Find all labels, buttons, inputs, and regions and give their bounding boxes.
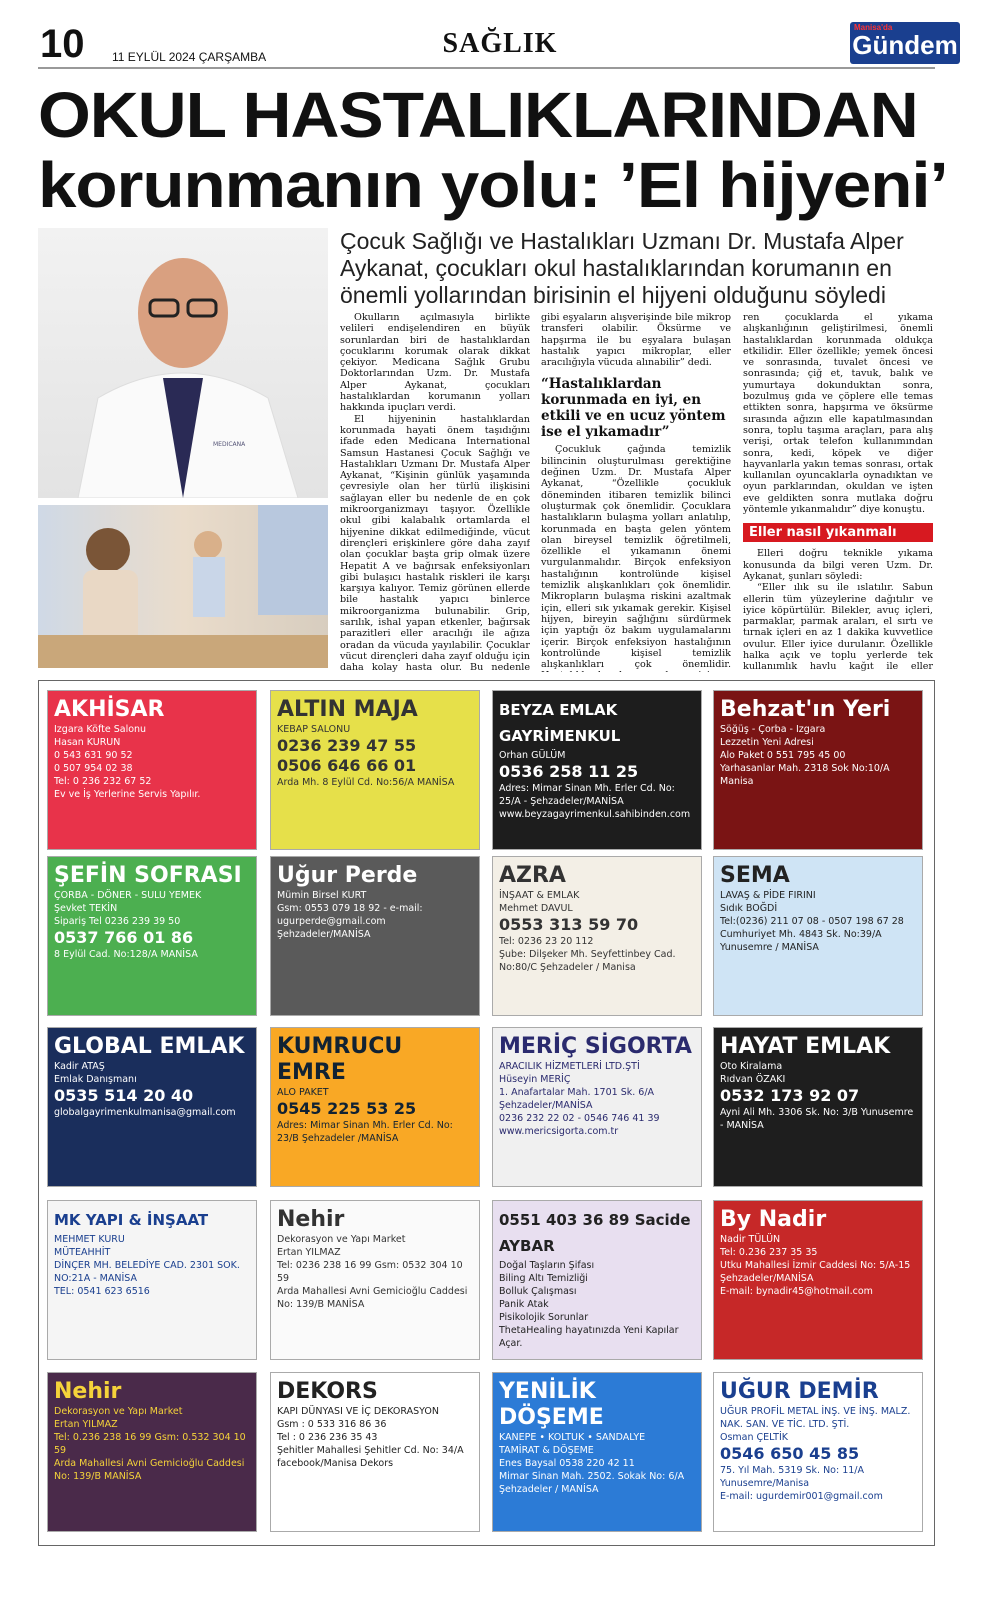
ad-line: Adres: Mimar Sinan Mh. Erler Cd. No: 23/B Şehzadeler /MANİSA xyxy=(277,1120,453,1144)
ad-line: 75. Yıl Mah. 5319 Sk. No: 11/A Yunusemre/Manisa xyxy=(720,1465,865,1489)
paragraph: Okulların açılmasıyla birlikte velileri endişelendiren en büyük sorunlardan biri de hastalıklardan çocuklarını korumak olarak dikkat çekiyor. Medicana Sağlık Grubu Doktorlarından Uzm. Dr. Mustafa Alper Aykanat, çocukları hastalıklardan korumanın yolları hakkında ipuçları verdi. xyxy=(340,312,530,414)
ad-title: MERİÇ SİGORTA xyxy=(499,1034,692,1059)
logo-text: Gündem xyxy=(852,30,958,60)
ad-title: GLOBAL EMLAK xyxy=(54,1034,245,1059)
headline-line-2: korunmanın yolu: ’El hijyeni’ xyxy=(38,149,948,221)
ad-line: Panik Atak xyxy=(499,1299,549,1310)
ad-line: E-mail: bynadir45@hotmail.com xyxy=(720,1286,873,1297)
advertisement xyxy=(270,1372,480,1532)
ad-line: Biling Altı Temizliği xyxy=(499,1273,588,1284)
ad-line: Doğal Taşların Şifası xyxy=(499,1260,595,1271)
ad-line: Dekorasyon ve Yapı Market xyxy=(54,1406,183,1417)
ad-line: Şube: Dilşeker Mh. Seyfettinbey Cad. No:80/C Şehzadeler / Manisa xyxy=(499,949,676,973)
article-column-2 xyxy=(541,312,731,672)
ad-title: 0551 403 36 89 Sacide AYBAR xyxy=(499,1211,691,1255)
ad-line: MEHMET KURU xyxy=(54,1234,125,1245)
advertisement xyxy=(47,1027,257,1187)
ad-line: Adres: Mimar Sinan Mh. Erler Cd. No: 25/A - Şehzadeler/MANİSA xyxy=(499,783,675,807)
ad-line: Oto Kiralama xyxy=(720,1061,783,1072)
newspaper-logo xyxy=(850,22,960,64)
ad-line: 8 Eylül Cad. No:128/A MANİSA xyxy=(54,949,198,960)
ad-title: ŞEFİN SOFRASI xyxy=(54,863,242,888)
ad-line: Kadir ATAŞ xyxy=(54,1061,105,1072)
ad-line: UĞUR PROFİL METAL İNŞ. VE İNŞ. MALZ. NAK. SAN. VE TİC. LTD. ŞTİ. xyxy=(720,1406,911,1430)
doctor-portrait-photo xyxy=(38,228,328,498)
ad-line: Mümin Birsel KURT xyxy=(277,890,367,901)
advertisement xyxy=(47,856,257,1016)
ad-title: ALTIN MAJA xyxy=(277,697,418,722)
advertisement xyxy=(713,1027,923,1187)
advertisement xyxy=(713,1200,923,1360)
ad-line: 0535 514 20 40 xyxy=(54,1086,194,1105)
ad-line: ThetaHealing hayatınızda Yeni Kapılar Açar. xyxy=(499,1325,679,1349)
ad-title: Uğur Perde xyxy=(277,863,418,888)
ad-line: Lezzetin Yeni Adresi xyxy=(720,737,814,748)
ad-line: KANEPE • KOLTUK • SANDALYE xyxy=(499,1432,646,1443)
ad-line: Tel : 0 236 236 35 43 xyxy=(277,1432,378,1443)
header-divider xyxy=(38,67,935,69)
advertisement xyxy=(270,1200,480,1360)
ad-line: facebook/Manisa Dekors xyxy=(277,1458,394,1469)
logo-small-text: Manisa'da xyxy=(854,23,893,32)
ad-title: MK YAPI & İNŞAAT xyxy=(54,1211,209,1229)
issue-date: 11 EYLÜL 2024 ÇARŞAMBA xyxy=(112,50,267,64)
paragraph: Çocukluk çağında temizlik bilincinin oluşturulması gerektiğine değinen Uzm. Dr. Mustafa Alper Aykanat, “Özellikle çocukluk döneminden itibaren temizlik bilinci oluşturmak çok önemlidir. Çocuklara hastalıkların bulaşma yolları anlatılıp, korunmada en başta gelen yöntem olan bireysel temizlik öğretilmeli, özellikle el yıkamanın önemi vurgulanmalıdır. Birçok enfeksiyon hastalığının kontrolünde kişisel temizlik alışkanlıkları çok önemlidir. Mikropların bulaşma riskini azaltmak için, elleri sık yıkamak gerekir. Kişisel hijyen, bireyin sağlığını sürdürmek için yaptığı öz bakım uygulamalarını içerir. Birçok enfeksiyon hastalığının kontrolünde kişisel temizlik alışkanlıkları çok önemlidir. xyxy=(541,444,731,671)
ad-title: SEMA xyxy=(720,863,790,888)
advertisement xyxy=(492,1200,702,1360)
ad-line: Gsm: 0553 079 18 92 - e-mail: ugurperde@gmail.com xyxy=(277,903,423,927)
headline-line-1: OKUL HASTALIKLARINDAN xyxy=(38,79,918,151)
ad-title: BEYZA EMLAK GAYRİMENKUL xyxy=(499,701,621,745)
ad-line: 0537 766 01 86 xyxy=(54,928,194,947)
ad-line: Arda Mahallesi Avni Gemicioğlu Caddesi No: 139/B MANİSA xyxy=(54,1458,245,1482)
advertisement xyxy=(492,1027,702,1187)
ad-title: Nehir xyxy=(54,1379,122,1404)
ad-line: 0 507 954 02 38 xyxy=(54,763,133,774)
ad-line: 0532 173 92 07 xyxy=(720,1086,860,1105)
advertisement xyxy=(492,690,702,850)
ad-line: 0553 313 59 70 xyxy=(499,915,639,934)
ad-line: Sipariş Tel 0236 239 39 50 xyxy=(54,916,181,927)
ad-line: globalgayrimenkulmanisa@gmail.com xyxy=(54,1107,236,1118)
ad-line: DİNÇER MH. BELEDİYE CAD. 2301 SOK. NO:21A - MANİSA xyxy=(54,1260,240,1284)
ad-line: E-mail: ugurdemir001@gmail.com xyxy=(720,1491,883,1502)
ad-line: Emlak Danışmanı xyxy=(54,1074,137,1085)
ad-line: Hasan KURUN xyxy=(54,737,121,748)
ad-line: Osman ÇELTİK xyxy=(720,1432,788,1443)
ad-line: 0545 225 53 25 xyxy=(277,1099,417,1118)
ad-line: TAMİRAT & DÖŞEME xyxy=(499,1445,594,1456)
advertisement xyxy=(47,1372,257,1532)
advertisement xyxy=(270,856,480,1016)
ad-line: 0536 258 11 25 xyxy=(499,762,639,781)
ad-title: YENİLİK DÖŞEME xyxy=(499,1379,604,1430)
article-deck: Çocuk Sağlığı ve Hastalıkları Uzmanı Dr. Mustafa Alper Aykanat, çocukları okul hastalıklarından korumanın en önemli yollarından birisinin el hijyeni olduğunu söyledi xyxy=(340,228,904,308)
advertisement xyxy=(492,1372,702,1532)
advertisement xyxy=(47,1200,257,1360)
advertisements-grid xyxy=(38,680,935,1546)
paragraph: ren çocuklarda el yıkama alışkanlığının geliştirilmesi, önemli hastalıklardan korunmada oldukça etkilidir. Eller özellikle; yemek öncesi ve sonrasında, tuvalet öncesi ve sonrasında; çiğ et, tavuk, balık ve yumurtaya dokunduktan sonra, bozulmuş gıda ve çöplere elle temas ettikten sonra, hapşırma ve öksürme sırasında ağızın elle kapatılmasından sonra, toplu taşıma araçları, para alış verişi, ortak telefon kullanımından sonra, kedi, köpek ve diğer hayvanlarla yakın temas sonrası, ortak kullanılan oyuncaklarla oynadıktan ve oyun parklarından, okuldan ve işten eve geldikten sonra mutlaka doğru yöntemle yıkanmalıdır” diye konuştu. xyxy=(743,312,933,516)
paragraph: Elleri doğru teknikle yıkama konusunda da bilgi veren Uzm. Dr. Aykanat, şunları söyledi: xyxy=(743,548,933,582)
page-number: 10 xyxy=(40,22,85,66)
ad-line: Bolluk Çalışması xyxy=(499,1286,577,1297)
ad-line: Hüseyin MERİÇ xyxy=(499,1074,571,1085)
ad-line: Mehmet DAVUL xyxy=(499,903,573,914)
ad-title: UĞUR DEMİR xyxy=(720,1379,879,1404)
ad-line: Izgara Köfte Salonu xyxy=(54,724,147,735)
ad-line: KEBAP SALONU xyxy=(277,724,351,735)
ad-line: Sıdık BOĞDİ xyxy=(720,903,778,914)
ad-line: www.mericsigorta.com.tr xyxy=(499,1126,619,1137)
photo-badge: MEDICANA xyxy=(213,441,246,448)
ad-line: Tel: 0 236 232 67 52 xyxy=(54,776,152,787)
ad-line: www.beyzagayrimenkul.sahibinden.com xyxy=(499,809,691,820)
article-column-1 xyxy=(340,312,530,672)
ad-line: Dekorasyon ve Yapı Market xyxy=(277,1234,406,1245)
ad-title: AKHİSAR xyxy=(54,697,165,722)
ad-line: Pisikolojik Sorunlar xyxy=(499,1312,589,1323)
ad-line: Orhan GÜLÜM xyxy=(499,750,566,761)
ad-line: Arda Mh. 8 Eylül Cd. No:56/A MANİSA xyxy=(277,777,455,788)
ad-line: Nadir TÜLÜN xyxy=(720,1234,781,1245)
ad-line: Utku Mahallesi İzmir Caddesi No: 5/A-15 Şehzadeler/MANİSA xyxy=(720,1260,911,1284)
ad-line: ARACILIK HİZMETLERİ LTD.ŞTİ xyxy=(499,1061,640,1072)
ad-line: Şehzadeler/MANİSA xyxy=(277,929,371,940)
ad-line: Ayni Ali Mh. 3306 Sk. No: 3/B Yunusemre - MANİSA xyxy=(720,1107,914,1131)
ad-line: Yarhasanlar Mah. 2318 Sok No:10/A Manisa xyxy=(720,763,890,787)
article-column-3 xyxy=(743,312,933,672)
ad-title: HAYAT EMLAK xyxy=(720,1034,891,1059)
ad-line: 0236 232 22 02 - 0546 746 41 39 xyxy=(499,1113,660,1124)
paragraph: gibi eşyaların alışverişinde bile mikrop transferi olabilir. Öksürme ve hapşırma ile bu eşyalara bulaşan hastalık yapıcı mikroplar, eller aracılığıyla vücuda alınabilir” dedi. xyxy=(541,312,731,369)
ad-line: LAVAŞ & PİDE FIRINI xyxy=(720,890,816,901)
ad-line: MÜTEAHHİT xyxy=(54,1247,111,1258)
ad-line: Alo Paket 0 551 795 45 00 xyxy=(720,750,846,761)
ad-line: 1. Anafartalar Mah. 1701 Sk. 6/A Şehzadeler/MANİSA xyxy=(499,1087,655,1111)
ad-line: 0506 646 66 01 xyxy=(277,756,417,775)
advertisement xyxy=(713,1372,923,1532)
ad-line: Mimar Sinan Mah. 2502. Sokak No: 6/A Şehzadeler / MANİSA xyxy=(499,1471,685,1495)
ad-line: Tel: 0236 23 20 112 xyxy=(499,936,594,947)
advertisement xyxy=(47,690,257,850)
paragraph: El hijyeninin hastalıklardan korunmada hayati önem taşıdığını ifade eden Medicana International Samsun Hastanesi Çocuk Sağlığı ve Hastalıkları Uzmanı Dr. Mustafa Alper Aykanat, “Kişinin günlük yaşamında çevresiyle olan her türlü ilişkisini sağlayan eller bu nedenle de en çok mikroorganizmayı taşıyor. Özellikle okul gibi kalabalık ortamlarda el hijyenine dikkat edilmediğinde, vücut dirençleri erişkinlere göre daha zayıf olan çocuklar başta grip olmak üzere Hepatit A ve bağırsak enfeksiyonları gibi bulaşıcı hastalık riskleri ile karşı karşıya kalıyor. Temiz görünen ellerde bile hastalık yapıcı binlerce mikroorganizma bulunabilir. Grip, sarılık, ishal yapan etkenler, bağırsak parazitleri eller aracılığı ile ağıza oradan da vücuda yayılabilir. Çocuklar vücut dirençleri daha zayıf olduğu için daha kolay hasta olur. Bu nedenle xyxy=(340,413,530,672)
section-title: SAĞLIK xyxy=(442,28,558,59)
ad-line: İNŞAAT & EMLAK xyxy=(499,890,580,901)
ad-line: Rıdvan ÖZAKI xyxy=(720,1074,786,1085)
ad-line: Enes Baysal 0538 220 42 11 xyxy=(499,1458,635,1469)
red-section-heading: Eller nasıl yıkanmalı xyxy=(743,523,933,542)
ad-line: Gsm : 0 533 316 86 36 xyxy=(277,1419,387,1430)
ad-line: Ertan YILMAZ xyxy=(54,1419,118,1430)
advertisement xyxy=(713,856,923,1016)
ad-title: Nehir xyxy=(277,1207,345,1232)
paragraph: “Eller ılık su ile ıslatılır. Sabun ellerin tüm yüzeylerine dağıtılır ve iyice köpürtülür. Bilekler, avuç içleri, parmaklar, parmak araları, el sırtı ve tırnak içleri en az 1 dakika kuvvetlice ovulur. Eller iyice durulanır. Özellikle halka açık ve toplu yerlerde tek kullanımlık havlu kağıt ile eller xyxy=(743,582,933,672)
ad-line: ÇORBA - DÖNER - SULU YEMEK xyxy=(54,890,202,901)
ad-line: Tel:(0236) 211 07 08 - 0507 198 67 28 xyxy=(720,916,904,927)
ad-line: Cumhuriyet Mh. 4843 Sk. No:39/A Yunusemre / MANİSA xyxy=(720,929,882,953)
advertisement xyxy=(492,856,702,1016)
ad-line: Tel: 0236 238 16 99 Gsm: 0532 304 10 59 xyxy=(277,1260,463,1284)
ad-line: 0236 239 47 55 xyxy=(277,736,417,755)
ad-line: 0 543 631 90 52 xyxy=(54,750,133,761)
advertisement xyxy=(713,690,923,850)
ad-title: By Nadir xyxy=(720,1207,827,1232)
ad-line: ALO PAKET xyxy=(277,1087,329,1098)
article-subheading: “Hastalıklardan korunmada en iyi, en etkili ve en ucuz yöntem ise el yıkamadır” xyxy=(541,376,726,441)
children-handwashing-photo xyxy=(38,505,328,668)
ad-line: Arda Mahallesi Avni Gemicioğlu Caddesi No: 139/B MANİSA xyxy=(277,1286,468,1310)
advertisement xyxy=(270,690,480,850)
ad-line: Şevket TEKİN xyxy=(54,903,118,914)
ad-line: Tel: 0.236 238 16 99 Gsm: 0.532 304 10 59 xyxy=(54,1432,246,1456)
ad-line: Şehitler Mahallesi Şehitler Cd. No: 34/A xyxy=(277,1445,464,1456)
ad-title: DEKORS xyxy=(277,1379,378,1404)
ad-line: Tel: 0.236 237 35 35 xyxy=(720,1247,818,1258)
ad-line: Ev ve İş Yerlerine Servis Yapılır. xyxy=(54,789,201,800)
ad-title: Behzat'ın Yeri xyxy=(720,697,891,722)
ad-title: KUMRUCU EMRE xyxy=(277,1034,403,1085)
advertisement xyxy=(270,1027,480,1187)
ad-line: KAPI DÜNYASI VE İÇ DEKORASYON xyxy=(277,1406,439,1417)
ad-line: Söğüş - Çorba - Izgara xyxy=(720,724,826,735)
ad-line: TEL: 0541 623 6516 xyxy=(54,1286,150,1297)
ad-title: AZRA xyxy=(499,863,566,888)
ad-line: 0546 650 45 85 xyxy=(720,1444,860,1463)
ad-line: Ertan YILMAZ xyxy=(277,1247,341,1258)
